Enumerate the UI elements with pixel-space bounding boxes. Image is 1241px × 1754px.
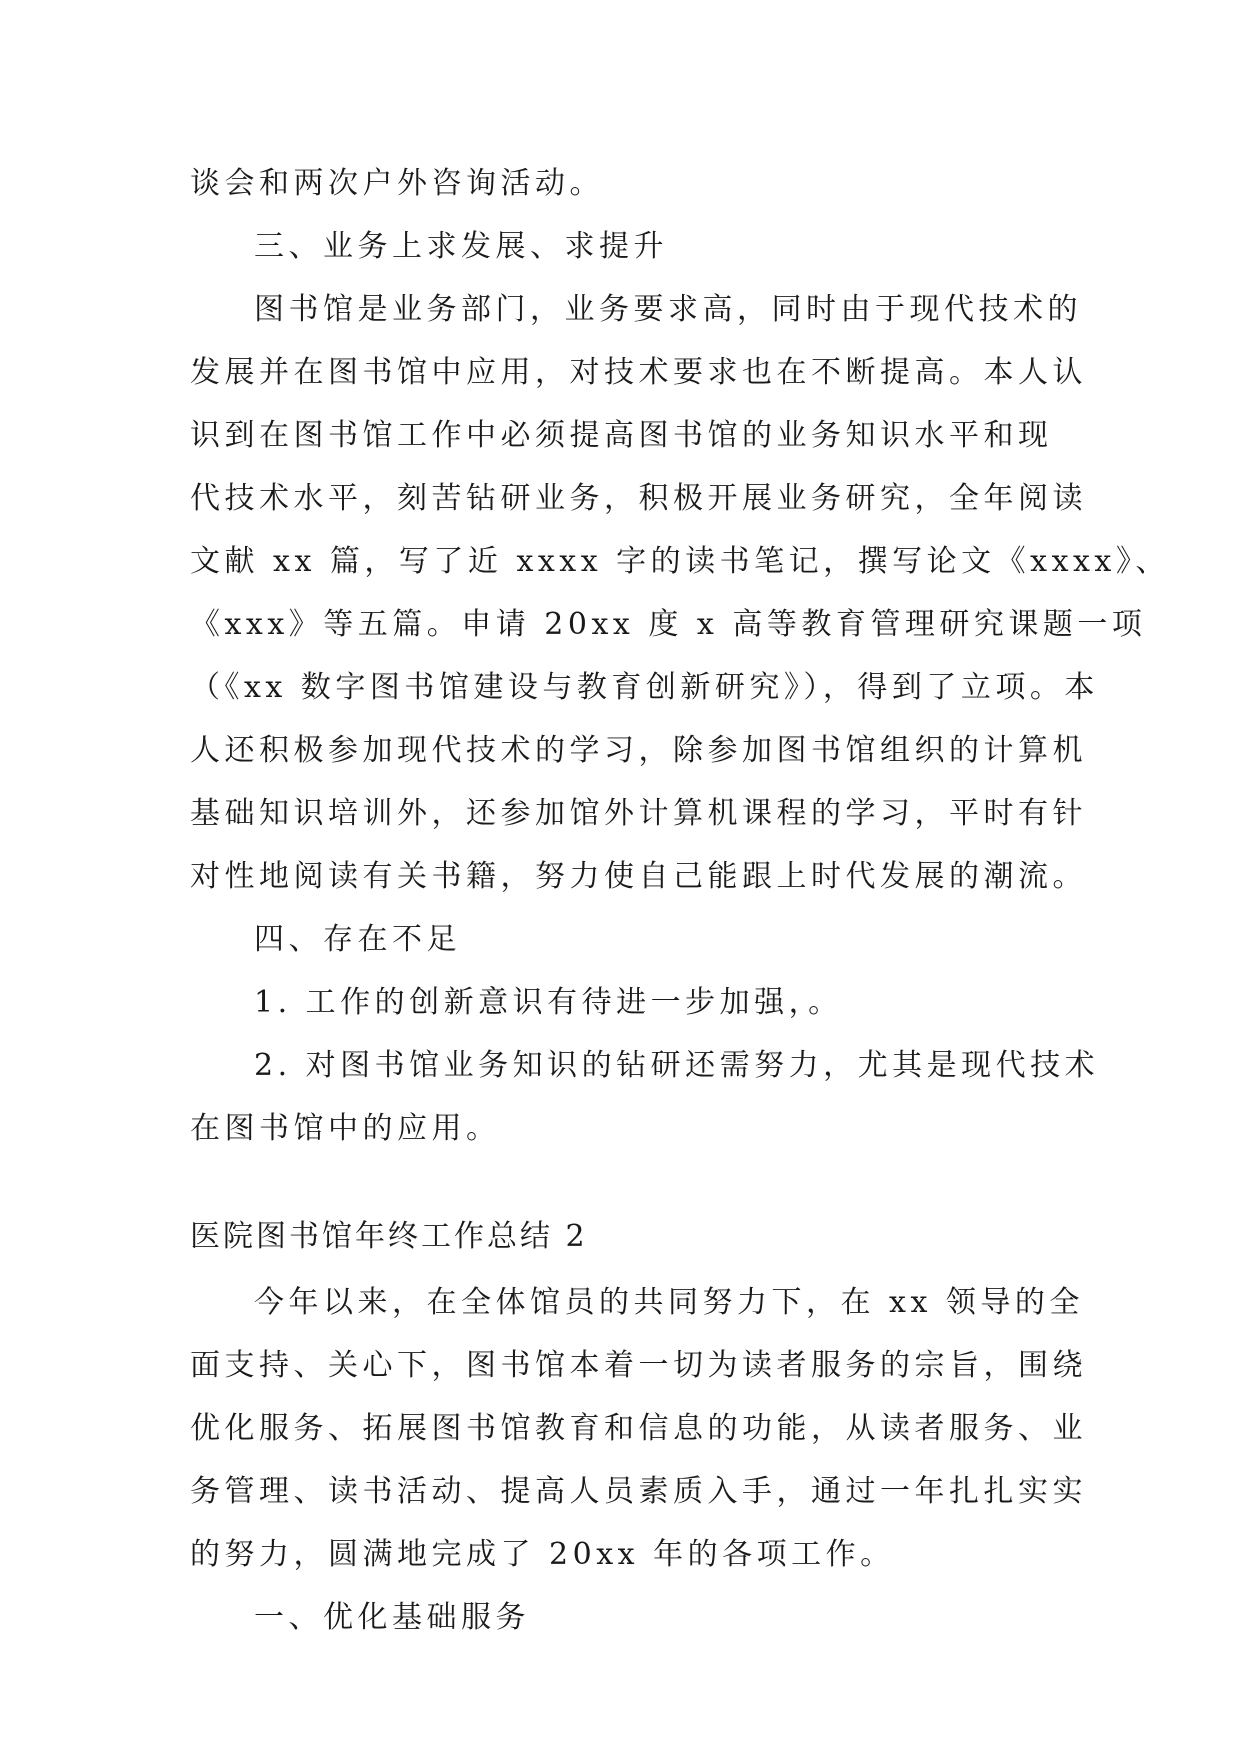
body-text-line: 谈会和两次户外咨询活动。	[190, 166, 604, 201]
body-text-line: 今年以来，在全体馆员的共同努力下，在 xx 领导的全	[254, 1285, 1084, 1320]
body-text-line: 人还积极参加现代技术的学习，除参加图书馆组织的计算机	[190, 733, 1087, 768]
body-text-line: 发展并在图书馆中应用，对技术要求也在不断提高。本人认	[190, 355, 1087, 390]
body-text-line: 代技术水平，刻苦钻研业务，积极开展业务研究，全年阅读	[190, 481, 1087, 516]
body-text-line: 在图书馆中的应用。	[190, 1111, 501, 1146]
body-text-line: 面支持、关心下，图书馆本着一切为读者服务的宗旨，围绕	[190, 1348, 1087, 1383]
section-heading: 四、存在不足	[254, 922, 461, 957]
body-text-line: （《xx 数字图书馆建设与教育创新研究》），得到了立项。本	[190, 670, 1099, 705]
body-text-line: 优化服务、拓展图书馆教育和信息的功能，从读者服务、业	[190, 1411, 1087, 1446]
section-heading: 三、业务上求发展、求提升	[254, 229, 668, 264]
body-text-line: 对性地阅读有关书籍，努力使自己能跟上时代发展的潮流。	[190, 859, 1087, 894]
body-text-line: 《xxx》等五篇。申请 20xx 度 x 高等教育管理研究课题一项	[190, 607, 1147, 642]
list-item: 1. 工作的创新意识有待进一步加强，。	[254, 985, 843, 1020]
body-text-line: 的努力，圆满地完成了 20xx 年的各项工作。	[190, 1537, 895, 1572]
body-text-line: 基础知识培训外，还参加馆外计算机课程的学习，平时有针	[190, 796, 1087, 831]
section-heading: 一、优化基础服务	[254, 1600, 530, 1635]
body-text-line: 文献 xx 篇，写了近 xxxx 字的读书笔记，撰写论文《xxxx》、	[190, 544, 1170, 579]
document-title: 医院图书馆年终工作总结 2	[190, 1219, 588, 1254]
body-text-line: 识到在图书馆工作中必须提高图书馆的业务知识水平和现	[190, 418, 1053, 453]
body-text-line: 务管理、读书活动、提高人员素质入手，通过一年扎扎实实	[190, 1474, 1087, 1509]
list-item: 2. 对图书馆业务知识的钻研还需努力，尤其是现代技术	[254, 1048, 1100, 1083]
body-text-line: 图书馆是业务部门，业务要求高，同时由于现代技术的	[254, 292, 1082, 327]
